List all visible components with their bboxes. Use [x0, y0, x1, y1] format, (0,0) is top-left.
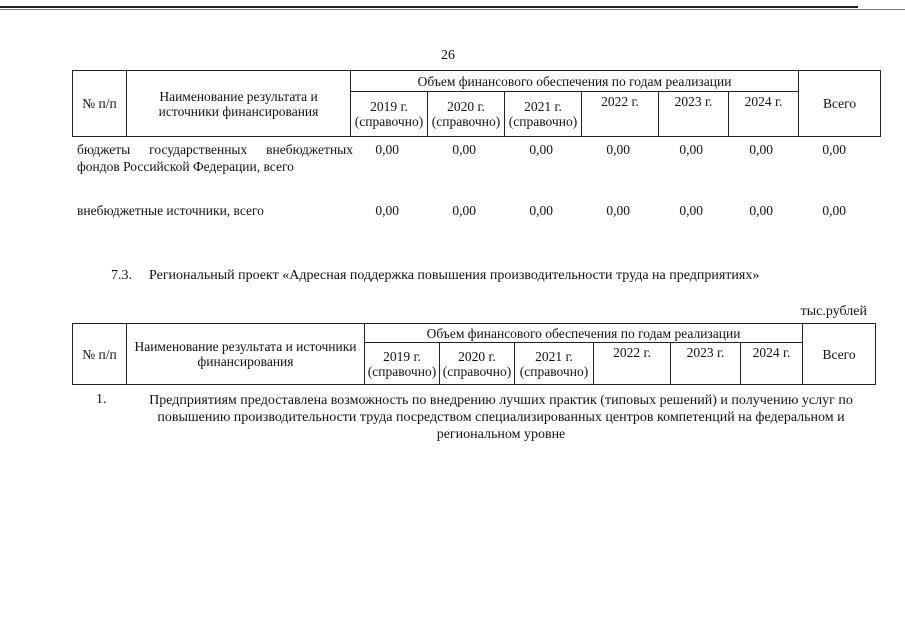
top-rule	[0, 6, 858, 8]
row-value: 0,00	[606, 203, 630, 218]
col-header-year-2019: 2019 г. (справочно)	[351, 92, 428, 137]
section-title	[111, 268, 759, 284]
top-rule-thin	[0, 9, 905, 10]
section-number: 7.3.	[111, 268, 132, 283]
result-text: Предприятиям предоставлена возможность по внедрению лучших практик (типовых решений) и получению услуг по повышению производительности труда посредством специализированных центров компетенций на федеральном и региональном уровне	[149, 393, 853, 442]
col-header-year-2022: 2022 г.	[582, 92, 659, 137]
table-row	[72, 202, 880, 242]
col-header-name: Наименование результата и источники финансирования	[127, 71, 351, 137]
result-number: 1.	[96, 392, 107, 407]
financing-table-header-2	[72, 323, 876, 385]
row-value: 0,00	[529, 142, 553, 157]
col-header-year-2022: 2022 г.	[594, 343, 671, 385]
col-header-year-2024: 2024 г.	[741, 343, 803, 385]
row-value: 0,00	[606, 142, 630, 157]
col-header-year-2020: 2020 г. (справочно)	[440, 343, 515, 385]
col-header-year-2023: 2023 г.	[671, 343, 741, 385]
financing-table-header-1	[72, 70, 881, 137]
col-header-year-2023: 2023 г.	[659, 92, 729, 137]
col-header-year-2019: 2019 г. (справочно)	[365, 343, 440, 385]
row-value: 0,00	[822, 142, 846, 157]
unit-label: тыс.рублей	[800, 304, 867, 319]
row-value: 0,00	[822, 203, 846, 218]
col-header-year-2024: 2024 г.	[729, 92, 799, 137]
col-header-group: Объем финансового обеспечения по годам реализации	[351, 71, 799, 92]
col-header-num: № п/п	[73, 324, 127, 385]
col-header-year-2021: 2021 г. (справочно)	[505, 92, 582, 137]
col-header-num: № п/п	[73, 71, 127, 137]
row-value: 0,00	[749, 142, 773, 157]
row-value: 0,00	[452, 203, 476, 218]
section-title-text: Региональный проект «Адресная поддержка повышения производительности труда на предприятиях»	[149, 268, 760, 283]
row-name: внебюджетные источники, всего	[77, 203, 264, 218]
table-row	[72, 141, 880, 181]
row-name: бюджеты государственных внебюджетных фондов Российской Федерации, всего	[77, 142, 353, 174]
col-header-year-2020: 2020 г. (справочно)	[428, 92, 505, 137]
row-value: 0,00	[375, 203, 399, 218]
col-header-total: Всего	[803, 324, 876, 385]
col-header-year-2021: 2021 г. (справочно)	[515, 343, 594, 385]
row-value: 0,00	[452, 142, 476, 157]
page-number: 26	[441, 48, 455, 63]
col-header-total: Всего	[799, 71, 881, 137]
col-header-group: Объем финансового обеспечения по годам реализации	[365, 324, 803, 343]
row-value: 0,00	[375, 142, 399, 157]
col-header-name: Наименование результата и источники финансирования	[127, 324, 365, 385]
row-value: 0,00	[529, 203, 553, 218]
row-value: 0,00	[679, 142, 703, 157]
row-value: 0,00	[749, 203, 773, 218]
row-value: 0,00	[679, 203, 703, 218]
